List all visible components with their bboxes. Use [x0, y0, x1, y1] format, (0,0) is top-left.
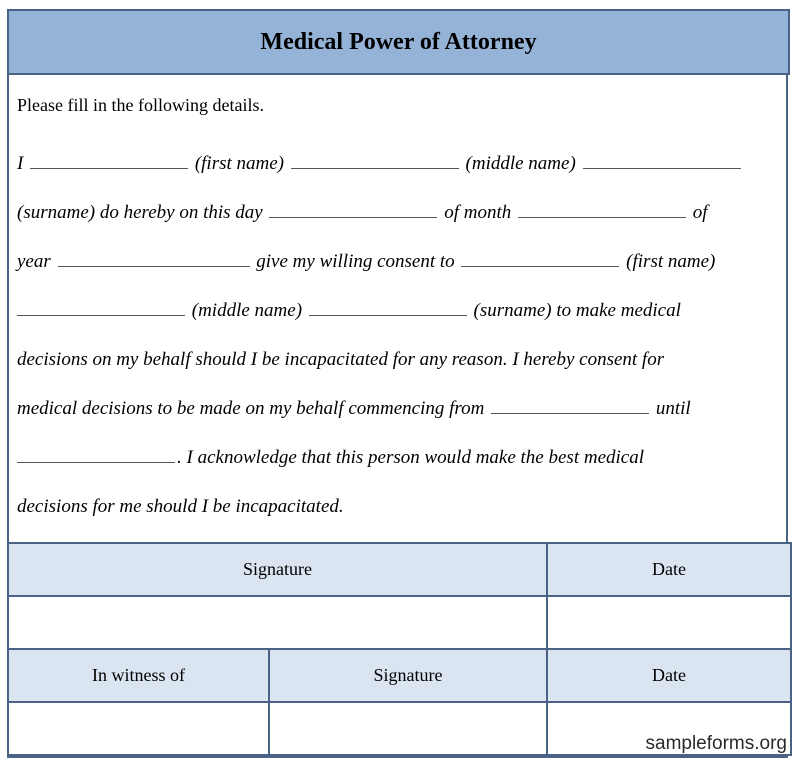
static-text: of month — [444, 202, 512, 223]
date-cell[interactable] — [547, 596, 791, 649]
static-text: . I acknowledge that this person would make the best medical — [177, 447, 644, 468]
witness-header: In witness of — [8, 649, 269, 702]
form-line-2 — [17, 191, 777, 240]
form-line-3 — [17, 240, 777, 289]
static-text: (first name) — [194, 153, 285, 174]
start-date-field[interactable] — [491, 393, 649, 414]
end-date-field[interactable] — [17, 442, 175, 463]
agent-surname-field[interactable] — [309, 295, 467, 316]
page-title: Medical Power of Attorney — [260, 28, 537, 55]
witness-name-cell[interactable] — [8, 702, 269, 755]
watermark: sampleforms.org — [645, 733, 787, 754]
witness-signature-header: Signature — [269, 649, 547, 702]
static-text: medical decisions to be made on my behalf commencing from — [17, 398, 485, 419]
witness-header-row — [8, 649, 791, 702]
form-line-1 — [17, 142, 777, 191]
static-text: (surname) to make medical — [473, 300, 681, 321]
static-text: (middle name) — [191, 300, 303, 321]
agent-middle-name-field[interactable] — [17, 295, 185, 316]
title-band — [7, 9, 790, 75]
form-line-6 — [17, 387, 777, 436]
signature-header-row — [8, 543, 791, 596]
surname-field[interactable] — [583, 148, 741, 169]
form-body — [17, 142, 777, 534]
static-text: decisions for me should I be incapacitated. — [17, 496, 344, 517]
static-text: give my willing consent to — [256, 251, 455, 272]
middle-name-field[interactable] — [291, 148, 459, 169]
date-header: Date — [547, 543, 791, 596]
year-field[interactable] — [58, 246, 250, 267]
static-text: (middle name) — [465, 153, 576, 174]
form-line-5 — [17, 338, 777, 387]
signature-entry-row — [8, 596, 791, 649]
agent-first-name-field[interactable] — [461, 246, 619, 267]
form-line-7 — [17, 436, 777, 485]
witness-signature-cell[interactable] — [269, 702, 547, 755]
static-text: (first name) — [626, 251, 716, 272]
static-text: I — [17, 153, 24, 174]
form-line-8 — [17, 485, 777, 534]
signature-cell[interactable] — [8, 596, 547, 649]
first-name-field[interactable] — [30, 148, 188, 169]
signature-header: Signature — [8, 543, 547, 596]
static-text: (surname) do hereby on this day — [17, 202, 263, 223]
static-text: decisions on my behalf should I be incapacitated for any reason. I hereby consent for — [17, 349, 665, 370]
day-field[interactable] — [269, 197, 437, 218]
witness-date-header: Date — [547, 649, 791, 702]
intro-text: Please fill in the following details. — [17, 95, 264, 115]
static-text: year — [17, 251, 51, 272]
static-text: of — [692, 202, 708, 223]
form-line-4 — [17, 289, 777, 338]
signature-table — [7, 542, 792, 756]
month-field[interactable] — [518, 197, 686, 218]
static-text: until — [655, 398, 691, 419]
